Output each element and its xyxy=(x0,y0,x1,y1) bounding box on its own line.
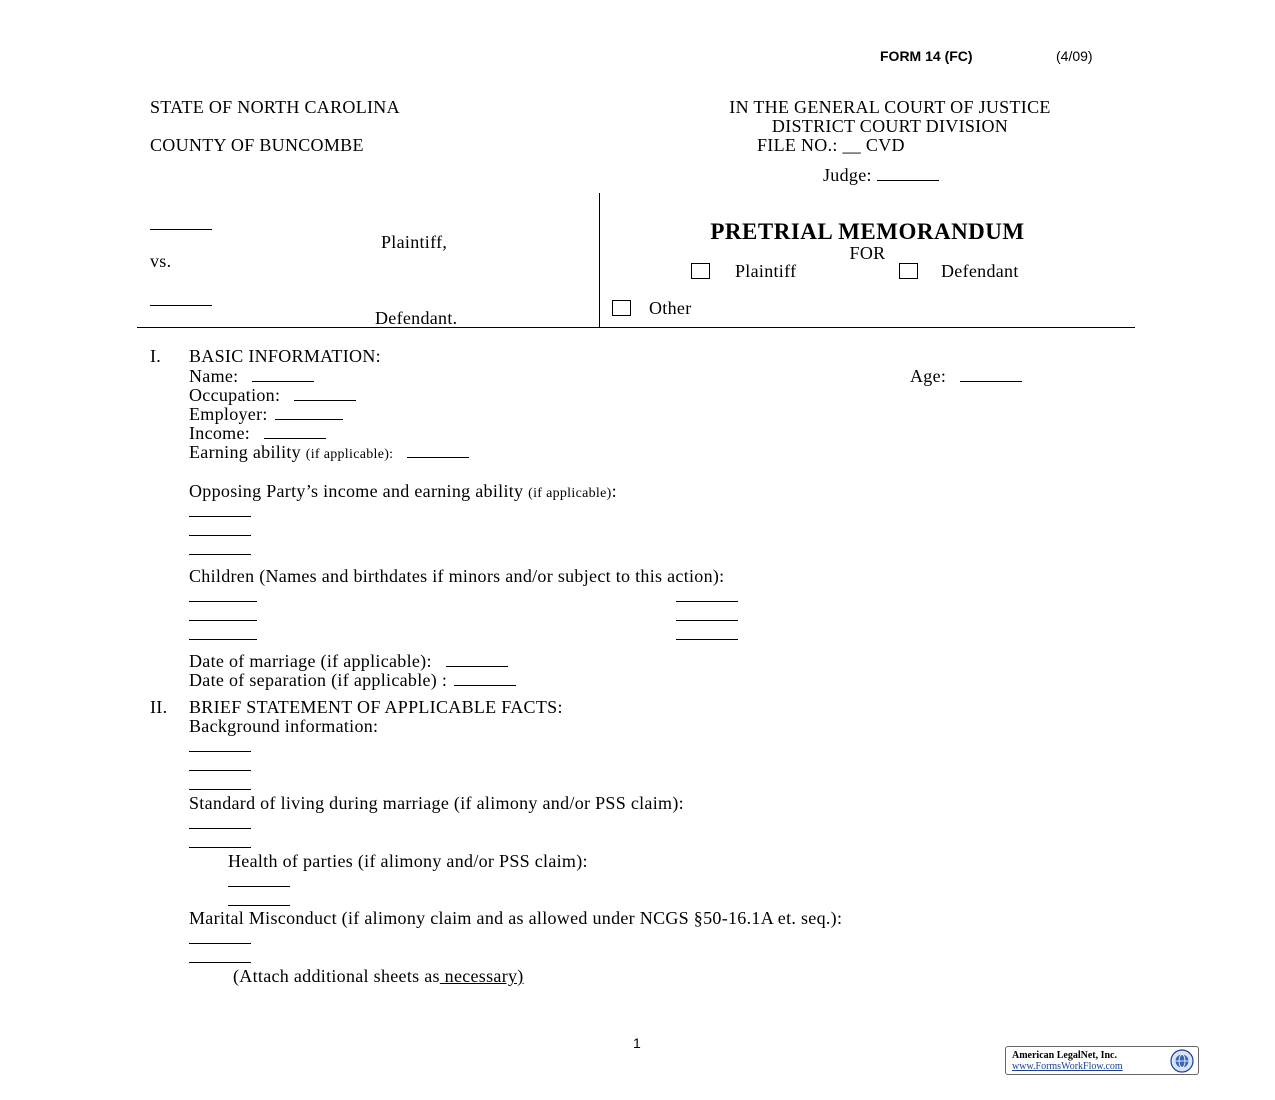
earning-blank[interactable] xyxy=(407,457,469,458)
age-blank[interactable] xyxy=(960,381,1022,382)
defendant-name-blank[interactable] xyxy=(150,305,212,306)
form-date: (4/09) xyxy=(1056,48,1093,64)
opposing-blank-1[interactable] xyxy=(189,516,251,517)
american-legalnet-logo[interactable] xyxy=(1005,1046,1199,1075)
health-label: Health of parties (if alimony and/or PSS claim): xyxy=(228,851,588,871)
background-blank-2[interactable] xyxy=(189,770,251,771)
logo-url[interactable]: www.FormsWorkFlow.com xyxy=(1012,1061,1123,1072)
name-field[interactable] xyxy=(189,366,314,387)
opposing-blank-3[interactable] xyxy=(189,554,251,555)
court-name: IN THE GENERAL COURT OF JUSTICE xyxy=(729,97,1051,117)
other-checkbox[interactable] xyxy=(612,300,631,316)
background-label: Background information: xyxy=(189,716,379,736)
page-number: 1 xyxy=(633,1035,641,1051)
child-birthdate-blank-3[interactable] xyxy=(676,639,738,640)
plaintiff-checkbox[interactable] xyxy=(691,263,710,279)
opposing-label xyxy=(189,481,617,502)
vs-label: vs. xyxy=(150,251,172,271)
state-label: STATE OF NORTH CAROLINA xyxy=(150,97,400,117)
earning-label: Earning ability xyxy=(189,442,306,462)
age-label: Age: xyxy=(910,366,947,386)
health-blank-2[interactable] xyxy=(228,905,290,906)
marriage-date-field[interactable] xyxy=(189,651,508,672)
health-blank-1[interactable] xyxy=(228,886,290,887)
logo-company-name: American LegalNet, Inc. xyxy=(1012,1050,1117,1061)
occupation-field[interactable] xyxy=(189,385,356,406)
earning-field[interactable] xyxy=(189,442,469,463)
occupation-label: Occupation: xyxy=(189,385,281,405)
file-number: FILE NO.: __ CVD xyxy=(757,135,905,155)
opposing-colon: : xyxy=(611,481,617,501)
attach-text: (Attach additional sheets as xyxy=(233,966,440,986)
income-label: Income: xyxy=(189,423,251,443)
name-blank[interactable] xyxy=(252,381,314,382)
defendant-checkbox[interactable] xyxy=(899,263,918,279)
attach-necessary: necessary) xyxy=(439,966,524,986)
plaintiff-name-blank[interactable] xyxy=(150,229,212,230)
plaintiff-option-label: Plaintiff xyxy=(735,261,797,281)
child-birthdate-blank-1[interactable] xyxy=(676,601,738,602)
opposing-note: (if applicable) xyxy=(528,486,612,501)
opposing-blank-2[interactable] xyxy=(189,535,251,536)
child-name-blank-2[interactable] xyxy=(189,620,257,621)
standard-blank-1[interactable] xyxy=(189,828,251,829)
misconduct-blank-1[interactable] xyxy=(189,943,251,944)
other-option-label: Other xyxy=(649,298,692,318)
standard-blank-2[interactable] xyxy=(189,847,251,848)
form-number: FORM 14 (FC) xyxy=(880,48,973,64)
name-label: Name: xyxy=(189,366,239,386)
judge-label: Judge: xyxy=(823,165,877,185)
section2-number: II. xyxy=(150,697,168,717)
section1-number: I. xyxy=(150,346,162,366)
separation-date-label: Date of separation (if applicable) : xyxy=(189,670,448,690)
income-field[interactable] xyxy=(189,423,326,444)
for-label: FOR xyxy=(849,243,886,263)
attach-note xyxy=(233,966,524,987)
document-title: PRETRIAL MEMORANDUM xyxy=(710,219,1025,244)
occupation-blank[interactable] xyxy=(294,400,356,401)
caption-bottom-rule xyxy=(137,327,1135,328)
child-name-blank-1[interactable] xyxy=(189,601,257,602)
marriage-date-blank[interactable] xyxy=(446,666,508,667)
section1-heading: BASIC INFORMATION: xyxy=(189,346,381,366)
separation-date-field[interactable] xyxy=(189,670,516,691)
judge-field[interactable] xyxy=(823,165,939,186)
judge-blank[interactable] xyxy=(877,180,939,181)
separation-date-blank[interactable] xyxy=(454,685,516,686)
misconduct-label: Marital Misconduct (if alimony claim and as allowed under NCGS §50-16.1A et. seq.): xyxy=(189,908,843,928)
standard-label: Standard of living during marriage (if alimony and/or PSS claim): xyxy=(189,793,684,813)
defendant-label: Defendant. xyxy=(375,308,458,328)
misconduct-blank-2[interactable] xyxy=(189,962,251,963)
children-label: Children (Names and birthdates if minors and/or subject to this action): xyxy=(189,566,725,586)
globe-icon xyxy=(1170,1049,1194,1073)
county-label: COUNTY OF BUNCOMBE xyxy=(150,135,364,155)
caption-divider xyxy=(599,193,600,327)
child-name-blank-3[interactable] xyxy=(189,639,257,640)
employer-blank[interactable] xyxy=(275,419,343,420)
section2-heading: BRIEF STATEMENT OF APPLICABLE FACTS: xyxy=(189,697,563,717)
defendant-option-label: Defendant xyxy=(941,261,1019,281)
court-division: DISTRICT COURT DIVISION xyxy=(771,116,1009,136)
age-field[interactable] xyxy=(910,366,1022,387)
child-birthdate-blank-2[interactable] xyxy=(676,620,738,621)
background-blank-1[interactable] xyxy=(189,751,251,752)
plaintiff-label: Plaintiff, xyxy=(381,232,448,252)
employer-label: Employer: xyxy=(189,404,268,424)
earning-note: (if applicable): xyxy=(305,447,394,462)
background-blank-3[interactable] xyxy=(189,789,251,790)
income-blank[interactable] xyxy=(264,438,326,439)
employer-field[interactable] xyxy=(189,404,343,425)
opposing-text: Opposing Party’s income and earning ability xyxy=(189,481,529,501)
marriage-date-label: Date of marriage (if applicable): xyxy=(189,651,432,671)
